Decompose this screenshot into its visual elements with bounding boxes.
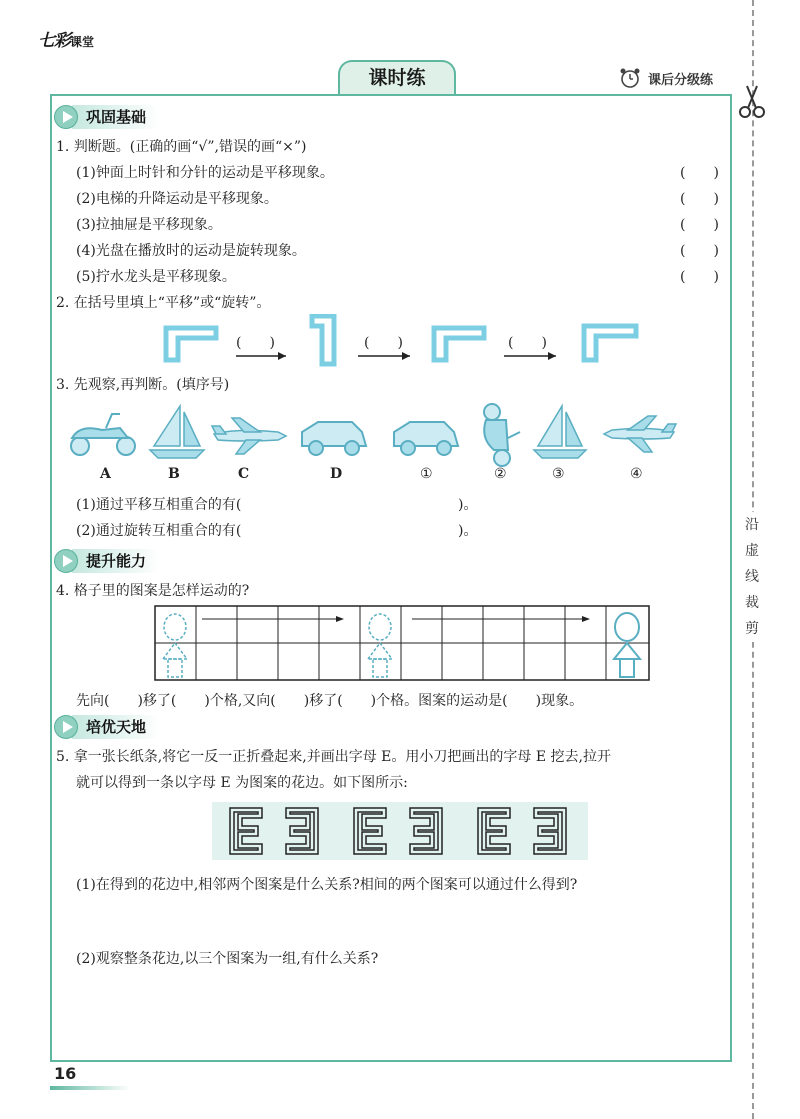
alarm-clock-icon [618,66,642,90]
letter-e-mirrored [534,808,566,854]
section-header-basics [54,104,160,130]
section-label: 巩固基础 [72,105,160,129]
play-bullet-icon [54,715,78,739]
picture-label: ④ [630,466,643,482]
arrow-head [336,616,344,622]
solid-figure [614,613,640,677]
q1-answer-blank[interactable]: ( ) [680,217,719,233]
airplane-icon [604,416,676,452]
arrow-head [402,352,410,360]
q4-answer-line[interactable]: 先向( )移了( )个格,又向( )移了( )个格。图案的运动是( )现象。 [76,693,584,709]
airplane-icon [212,418,286,454]
q5-stem-line2: 就可以得到一条以字母 E 为图案的花边。如下图所示: [76,775,408,791]
rotated-scooter-icon [484,404,520,466]
brand-main: 七彩 [38,31,70,51]
section-header-excellence [54,714,160,740]
l-shape [434,328,484,360]
arrow-head [548,352,556,360]
q1-answer-blank[interactable]: ( ) [680,165,719,181]
q1-item: (3)拉抽屉是平移现象。 [76,217,222,233]
picture-label: B [168,466,180,482]
q2-blank[interactable]: ( ) [236,335,275,351]
arrow-head [582,616,590,622]
cut-char: 线 [745,569,759,585]
cut-char: 沿 [745,517,759,533]
q3-sub1-close[interactable]: )。 [458,497,478,513]
q5-sub1: (1)在得到的花边中,相邻两个图案是什么关系?相间的两个图案可以通过什么得到? [76,877,578,893]
play-bullet-icon [54,105,78,129]
jeep-icon [302,422,366,455]
letter-e-mirrored [286,808,318,854]
picture-label: D [330,466,343,482]
page-number: 16 [54,1064,77,1083]
cut-instruction [738,512,766,642]
arrow-head [278,352,286,360]
picture-label: ① [420,466,433,482]
q3-sub2: (2)通过旋转互相重合的有( [76,523,242,539]
q2-stem: 2. 在括号里填上“平移”或“旋转”。 [56,295,271,311]
q1-stem: 1. 判断题。(正确的画“√”,错误的画“×”) [56,139,307,155]
picture-label: A [100,466,111,482]
q1-item: (2)电梯的升降运动是平移现象。 [76,191,278,207]
rotated-shape [312,316,334,364]
q4-stem: 4. 格子里的图案是怎样运动的? [56,583,250,599]
q3-picture-row [62,402,692,486]
sailboat-icon [150,406,204,458]
q3-stem: 3. 先观察,再判断。(填序号) [56,377,230,393]
q1-answer-blank[interactable]: ( ) [680,269,719,285]
sailboat-icon [534,406,586,458]
q5-sub2: (2)观察整条花边,以三个图案为一组,有什么关系? [76,951,379,967]
section-label: 培优天地 [72,715,160,739]
picture-label: ② [494,466,507,482]
q4-grid [154,605,650,681]
letter-e [354,808,386,854]
e-letter-pattern [212,802,588,860]
jeep-icon [394,422,458,455]
q1-answer-blank[interactable]: ( ) [680,243,719,259]
cut-char: 裁 [745,595,759,611]
scissors-icon [737,82,767,122]
l-shape [584,326,636,360]
q1-item: (4)光盘在播放时的运动是旋转现象。 [76,243,306,259]
q2-blank[interactable]: ( ) [364,335,403,351]
scooter-icon [71,414,135,455]
e-pattern-strip [212,802,588,860]
section-label: 提升能力 [72,549,160,573]
header-tab-title: 课时练 [338,60,456,94]
letter-e [478,808,510,854]
l-shape [166,328,216,360]
dashed-figure [368,614,392,677]
q1-item: (1)钟面上时针和分针的运动是平移现象。 [76,165,334,181]
cut-char: 剪 [745,621,759,637]
dashed-figure [163,614,187,677]
brand-logo [38,26,94,51]
header-right [618,66,713,90]
q2-blank[interactable]: ( ) [508,335,547,351]
letter-e-mirrored [410,808,442,854]
picture-label: C [238,466,250,482]
brand-sub: 课堂 [70,35,95,49]
cut-char: 虚 [745,543,759,559]
q5-stem-line1: 5. 拿一张长纸条,将它一反一正折叠起来,并画出字母 E。用小刀把画出的字母 E 挖去,拉开 [56,749,611,765]
q3-sub1: (1)通过平移互相重合的有( [76,497,242,513]
picture-label: ③ [552,466,565,482]
section-header-ability [54,548,160,574]
play-bullet-icon [54,549,78,573]
page-number-bar [50,1086,130,1090]
header-right-label: 课后分级练 [648,72,714,88]
letter-e [230,808,262,854]
q1-answer-blank[interactable]: ( ) [680,191,719,207]
q1-item: (5)拧水龙头是平移现象。 [76,269,236,285]
q3-sub2-close[interactable]: )。 [458,523,478,539]
